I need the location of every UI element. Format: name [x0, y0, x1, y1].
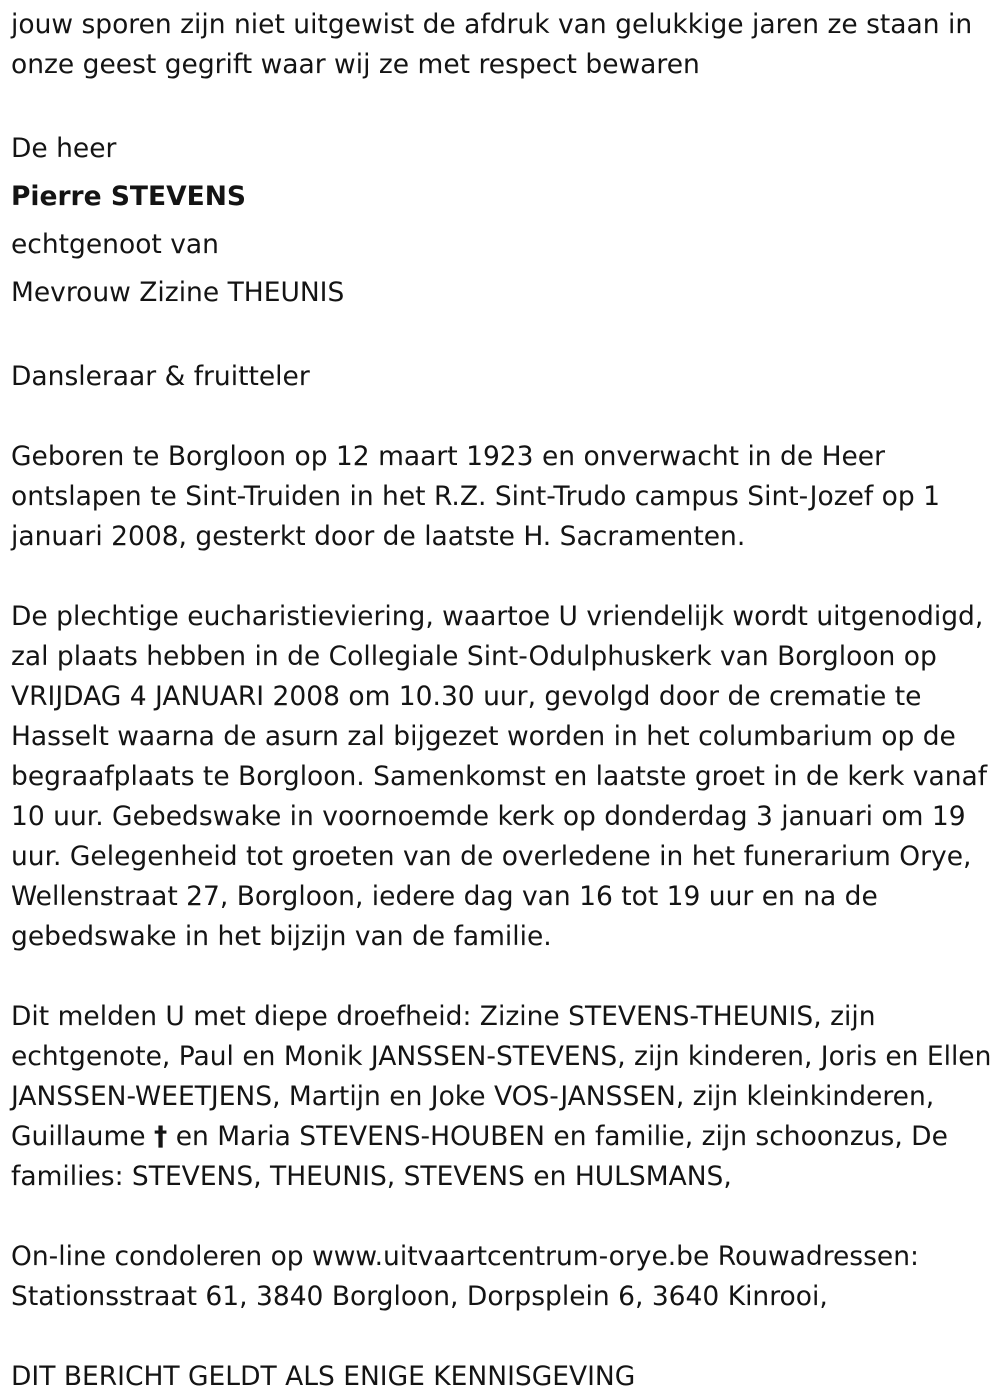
spacer: [11, 1197, 996, 1237]
spacer: [11, 397, 996, 437]
spacer: [11, 317, 996, 357]
spacer: [11, 557, 996, 597]
spacer: [11, 85, 996, 125]
notice-text: DIT BERICHT GELDT ALS ENIGE KENNISGEVING: [11, 1361, 636, 1392]
birth-death-paragraph: Geboren te Borgloon op 12 maart 1923 en onverwacht in de Heer ontslapen te Sint-Truiden in het R.Z. Sint-Trudo campus Sint-Jozef op 1 januari 2008, gesterkt door de laatste H. Sacramenten.: [11, 441, 940, 552]
spacer: [11, 1317, 996, 1357]
condolences-paragraph: On-line condoleren op www.uitvaartcentrum-orye.be Rouwadressen: Stationsstraat 61, 3840 Borgloon, Dorpsplein 6, 3640 Kinrooi,: [11, 1241, 919, 1312]
family-paragraph: [11, 997, 996, 1197]
family-text-before-cross: Dit melden U met diepe droefheid: Zizine STEVENS-THEUNIS, zijn echtgenote, Paul en Monik JANSSEN-STEVENS, zijn kinderen, Joris en Ellen JANSSEN-WEETJENS, Martijn en Joke VOS-JANSSEN, zijn kleinkinderen, Guillaume: [11, 1001, 992, 1152]
spouse-prefix: echtgenoot van: [11, 229, 219, 260]
deceased-name: Pierre STEVENS: [11, 181, 246, 212]
ceremony-paragraph: De plechtige eucharistieviering, waartoe U vriendelijk wordt uitgenodigd, zal plaats hebben in de Collegiale Sint-Odulphuskerk van Borgloon op VRIJDAG 4 JANUARI 2008 om 10.30 uur, gevolgd door de crematie te Hasselt waarna de asurn zal bijgezet worden in het columbarium op de begraafplaats te Borgloon. Samenkomst en laatste groet in de kerk vanaf 10 uur. Gebedswake in voornoemde kerk op donderdag 3 januari om 19 uur. Gelegenheid tot groeten van de overledene in het funerarium Orye, Wellenstraat 27, Borgloon, iedere dag van 16 tot 19 uur en na de gebedswake in het bijzijn van de familie.: [11, 601, 988, 952]
family-text-after-cross: en Maria STEVENS-HOUBEN en familie, zijn schoonzus, De families: STEVENS, THEUNIS, STEVENS en HULSMANS,: [11, 1121, 948, 1192]
spouse-name: Mevrouw Zizine THEUNIS: [11, 277, 345, 308]
obituary-document: [11, 5, 996, 1397]
cross-icon: †: [154, 1121, 168, 1152]
salutation: De heer: [11, 133, 117, 164]
spacer: [11, 957, 996, 997]
intro-text: jouw sporen zijn niet uitgewist de afdruk van gelukkige jaren ze staan in onze geest gegrift waar wij ze met respect bewaren: [11, 9, 973, 80]
occupation: Dansleraar & fruitteler: [11, 361, 310, 392]
